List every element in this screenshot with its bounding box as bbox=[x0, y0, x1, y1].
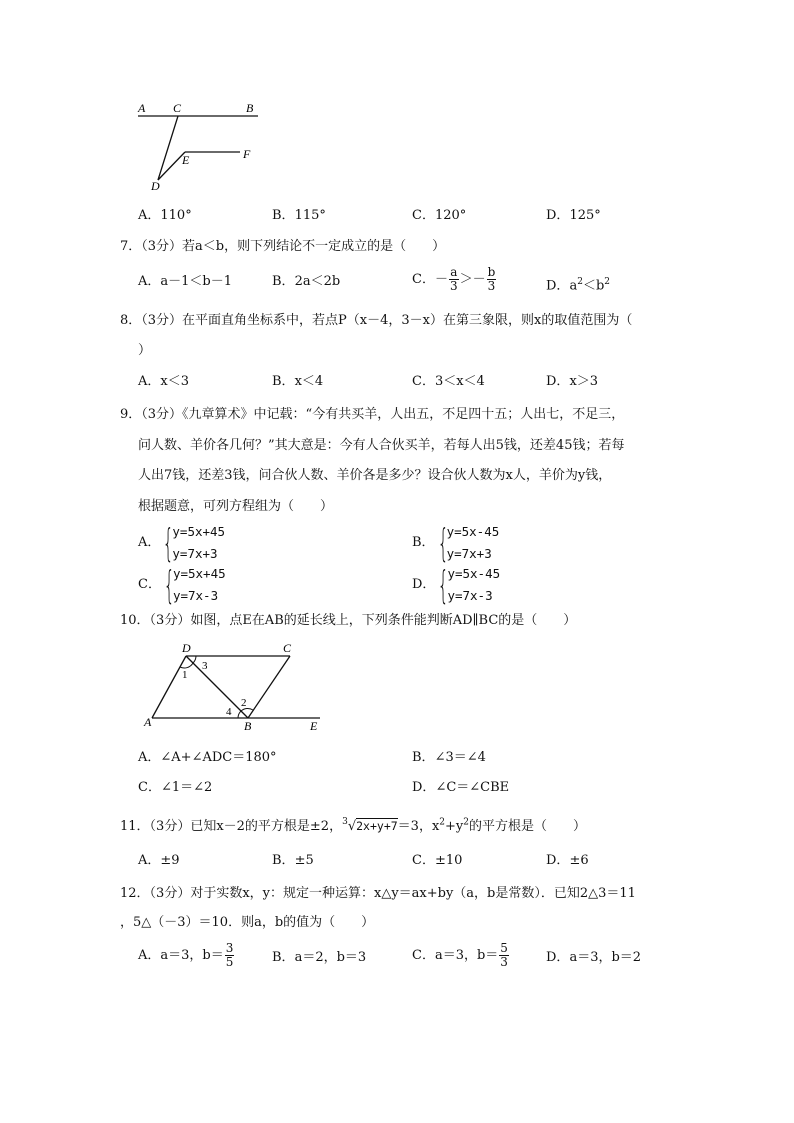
q12-option-c: C．a＝3，b＝ $\frac{5}{3}$ bbox=[412, 941, 508, 969]
q9-option-a: A． { y=5x+45 y=7x+3 bbox=[138, 521, 226, 565]
q10-option-c: C．∠1＝∠2 bbox=[138, 780, 213, 795]
line-db bbox=[186, 656, 248, 718]
brace-icon: { bbox=[163, 521, 175, 565]
q12-option-d: D．a＝3，b＝2 bbox=[546, 950, 642, 965]
q10-option-d: D．∠C＝∠CBE bbox=[412, 780, 510, 795]
label-e: E bbox=[310, 719, 318, 733]
brace-icon: { bbox=[163, 563, 175, 607]
q10-option-a: A．∠A+∠ADC＝180° bbox=[138, 750, 277, 765]
q11-stem: 11．（3分）已知x－2的平方根是±2，$^3$√2x+y+7＝3，$x^2+y^2$的平方根是（ ） bbox=[120, 817, 587, 834]
line-ad bbox=[152, 656, 186, 718]
q11-option-d: D．±6 bbox=[546, 853, 589, 868]
label-e: E bbox=[182, 153, 190, 167]
q9-line1: 9．（3分）《九章算术》中记载：“今有共买羊，人出五，不足四十五；人出七，不足三， bbox=[120, 407, 625, 422]
fraction-a-3: $\frac{a}{3}$ bbox=[449, 265, 458, 293]
label-1: 1 bbox=[182, 669, 188, 681]
q7-option-c: C．－ $\frac{a}{3}$ ＞－ $\frac{b}{3}$ bbox=[412, 265, 496, 293]
q7-option-a: A．a－1＜b－1 bbox=[138, 274, 233, 289]
root-index: 3 bbox=[342, 817, 348, 827]
figure-parallelogram bbox=[140, 638, 330, 736]
label-d: D bbox=[151, 179, 160, 193]
brace-icon: { bbox=[437, 521, 449, 565]
q8-option-d: D．x＞3 bbox=[546, 374, 599, 389]
q7-option-d: D．$a^2<b^2$ bbox=[546, 277, 610, 294]
q6-option-a: A．110° bbox=[138, 208, 192, 223]
q9-line4: 根据题意，可列方程组为（ ） bbox=[138, 499, 334, 514]
q12-option-a: A．a＝3，b＝ $\frac{3}{5}$ bbox=[138, 941, 234, 969]
q9-line3: 人出7钱，还差3钱，问合伙人数、羊价各是多少？设合伙人数为x人，羊价为y钱， bbox=[138, 468, 612, 483]
q8-option-a: A．x＜3 bbox=[138, 374, 189, 389]
q12-line1: 12．（3分）对于实数x，y：规定一种运算：x△y＝ax+by（a，b是常数）．已知2△3＝11 bbox=[120, 886, 636, 901]
fraction-5-3: $\frac{5}{3}$ bbox=[500, 941, 508, 969]
q10-option-b: B．∠3＝∠4 bbox=[412, 750, 486, 765]
label-d: D bbox=[182, 641, 191, 655]
brace-icon: { bbox=[438, 563, 450, 607]
q8-option-b: B．x＜4 bbox=[272, 374, 324, 389]
figure-angle-diagram bbox=[130, 98, 270, 194]
q6-option-d: D．125° bbox=[546, 208, 601, 223]
label-b: B bbox=[244, 719, 252, 733]
q9-option-d: D． { y=5x-45 y=7x-3 bbox=[412, 563, 501, 607]
q9-option-c: C． { y=5x+45 y=7x-3 bbox=[138, 563, 226, 607]
label-a: A bbox=[144, 715, 152, 729]
q11-option-a: A．±9 bbox=[138, 853, 180, 868]
angle-arc-4 bbox=[238, 711, 241, 718]
angle-arc-3 bbox=[193, 656, 196, 663]
q8-option-c: C．3＜x＜4 bbox=[412, 374, 485, 389]
q12-option-b: B．a＝2，b＝3 bbox=[272, 950, 367, 965]
q7-option-b: B．2a＜2b bbox=[272, 274, 341, 289]
line-bc bbox=[248, 656, 290, 718]
label-c: C bbox=[283, 641, 292, 655]
label-c: C bbox=[173, 101, 182, 115]
label-3: 3 bbox=[202, 660, 208, 672]
q9-line2: 问人数、羊价各几何？”其大意是：今有人合伙买羊，若每人出5钱，还差45钱；若每 bbox=[138, 438, 625, 453]
q11-option-b: B．±5 bbox=[272, 853, 314, 868]
label-b: B bbox=[246, 101, 254, 115]
q7-stem: 7．（3分）若a＜b，则下列结论不一定成立的是（ ） bbox=[120, 239, 446, 254]
q8-stem-line2: ） bbox=[138, 343, 152, 358]
q10-stem: 10．（3分）如图，点E在AB的延长线上，下列条件能判断AD∥BC的是（ ） bbox=[120, 613, 577, 628]
label-2: 2 bbox=[241, 697, 247, 709]
q8-stem-line1: 8．（3分）在平面直角坐标系中，若点P（x－4，3－x）在第三象限，则x的取值范围为（ bbox=[120, 313, 633, 328]
q12-line2: ，5△（－3）＝10．则a，b的值为（ ） bbox=[120, 915, 375, 930]
label-4: 4 bbox=[226, 706, 232, 718]
label-f: F bbox=[243, 147, 251, 161]
fraction-3-5: $\frac{3}{5}$ bbox=[225, 941, 234, 969]
q11-option-c: C．±10 bbox=[412, 853, 463, 868]
label-a: A bbox=[138, 101, 146, 115]
radical-sign-icon: √ bbox=[347, 819, 357, 834]
q9-option-b: B． { y=5x-45 y=7x+3 bbox=[412, 521, 500, 565]
q6-option-b: B．115° bbox=[272, 208, 326, 223]
fraction-b-3: $\frac{b}{3}$ bbox=[487, 265, 496, 293]
radicand: 2x+y+7 bbox=[356, 819, 398, 833]
q6-option-c: C．120° bbox=[412, 208, 467, 223]
